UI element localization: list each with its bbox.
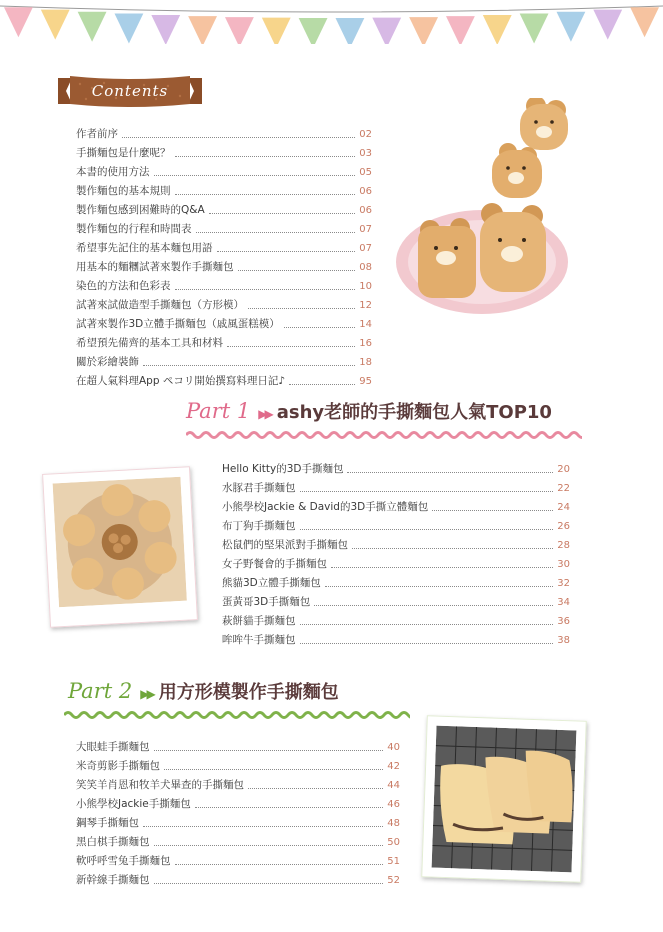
dot-leader bbox=[300, 529, 554, 530]
contents-title: Contents bbox=[91, 82, 169, 100]
toc-entry bbox=[76, 274, 372, 293]
toc-entry-title: 米奇剪影手撕麵包 bbox=[76, 760, 160, 772]
dot-leader bbox=[143, 365, 355, 366]
toc-entry-page: 16 bbox=[359, 338, 372, 349]
part1-photo-frame bbox=[42, 466, 198, 628]
toc-entry bbox=[76, 754, 400, 773]
green-wave-divider bbox=[64, 710, 410, 720]
dot-leader bbox=[300, 491, 554, 492]
part2-label: Part 2 bbox=[68, 679, 133, 703]
pennant-flag bbox=[41, 10, 70, 40]
toc-entry-page: 18 bbox=[359, 357, 372, 368]
toc-entry-page: 24 bbox=[557, 502, 570, 513]
dot-leader bbox=[175, 864, 384, 865]
pennant-flag bbox=[262, 18, 291, 44]
toc-entry-title: 小熊學校Jackie手撕麵包 bbox=[76, 798, 191, 810]
toc-entry-title: 女子野餐會的手撕麵包 bbox=[222, 558, 327, 570]
toc-entry bbox=[222, 476, 570, 495]
part2-photo-frame bbox=[421, 715, 587, 882]
double-arrow-icon: ▶▶ bbox=[140, 687, 153, 701]
dot-leader bbox=[300, 643, 554, 644]
toc-entry-page: 12 bbox=[359, 300, 372, 311]
dot-leader bbox=[331, 567, 553, 568]
toc-entry bbox=[76, 830, 400, 849]
dot-leader bbox=[325, 586, 554, 587]
toc-entry-page: 06 bbox=[359, 205, 372, 216]
toc-entry-page: 42 bbox=[387, 761, 400, 772]
toc-entry bbox=[76, 811, 400, 830]
dot-leader bbox=[175, 289, 356, 290]
dot-leader bbox=[122, 137, 355, 138]
pink-wave-divider bbox=[186, 430, 582, 440]
pennant-flag bbox=[225, 17, 254, 44]
toc-entry bbox=[222, 609, 570, 628]
toc-entry bbox=[222, 571, 570, 590]
toc-entry bbox=[76, 350, 372, 369]
dot-leader bbox=[432, 510, 553, 511]
pennant-flag bbox=[151, 15, 180, 44]
pennant-flag bbox=[409, 17, 438, 44]
toc-entry-page: 08 bbox=[359, 262, 372, 273]
toc-entry-page: 30 bbox=[557, 559, 570, 570]
contents-banner bbox=[58, 74, 202, 108]
dot-leader bbox=[347, 472, 553, 473]
dot-leader bbox=[352, 548, 553, 549]
toc-entry bbox=[76, 735, 400, 754]
toc-entry bbox=[76, 179, 372, 198]
toc-entry-title: 作者前序 bbox=[76, 128, 118, 140]
toc-entry bbox=[76, 255, 372, 274]
toc-entry-title: 製作麵包的行程和時間表 bbox=[76, 223, 192, 235]
toc-entry bbox=[222, 590, 570, 609]
toc-entry-title: 在超人氣料理App ペコリ開始撰寫料理日記♪ bbox=[76, 375, 286, 387]
dot-leader bbox=[175, 194, 356, 195]
toc-entry-title: 軟呼呼雪兔手撕麵包 bbox=[76, 855, 171, 867]
dot-leader bbox=[154, 883, 384, 884]
toc-entry-page: 20 bbox=[557, 464, 570, 475]
toc-part2 bbox=[76, 735, 400, 887]
pennant-bunting bbox=[0, 0, 663, 44]
toc-entry bbox=[222, 495, 570, 514]
toc-entry-page: 06 bbox=[359, 186, 372, 197]
toc-entry-title: 新幹線手撕麵包 bbox=[76, 874, 150, 886]
toc-entry-title: 希望事先記住的基本麵包用語 bbox=[76, 242, 213, 254]
dot-leader bbox=[143, 826, 383, 827]
toc-entry-title: 染色的方法和色彩表 bbox=[76, 280, 171, 292]
toc-entry-title: 布丁狗手撕麵包 bbox=[222, 520, 296, 532]
part2-heading bbox=[68, 678, 339, 704]
toc-entry-page: 02 bbox=[359, 129, 372, 140]
dot-leader bbox=[300, 624, 554, 625]
toc-entry-page: 03 bbox=[359, 148, 372, 159]
pennant-flag bbox=[446, 16, 475, 44]
toc-entry bbox=[76, 849, 400, 868]
toc-entry-title: 用基本的麵糰試著來製作手撕麵包 bbox=[76, 261, 234, 273]
toc-entry-page: 07 bbox=[359, 224, 372, 235]
toc-entry-page: 36 bbox=[557, 616, 570, 627]
toc-entry bbox=[76, 312, 372, 331]
toc-entry bbox=[76, 160, 372, 179]
toc-entry-page: 50 bbox=[387, 837, 400, 848]
dot-leader bbox=[175, 156, 356, 157]
toc-entry bbox=[76, 236, 372, 255]
toc-entry-page: 32 bbox=[557, 578, 570, 589]
dot-leader bbox=[284, 327, 356, 328]
toc-entry-title: 製作麵包的基本規則 bbox=[76, 185, 171, 197]
toc-entry-title: 鋼琴手撕麵包 bbox=[76, 817, 139, 829]
part2-title: 用方形模製作手撕麵包 bbox=[158, 682, 339, 703]
toc-entry-page: 05 bbox=[359, 167, 372, 178]
pennant-flag bbox=[115, 14, 144, 44]
dot-leader bbox=[289, 384, 355, 385]
pennant-flag bbox=[593, 10, 622, 40]
pennant-flag bbox=[557, 12, 586, 42]
toc-entry bbox=[76, 217, 372, 236]
toc-entry bbox=[76, 331, 372, 350]
toc-entry-title: 試著來試做造型手撕麵包（方形模） bbox=[76, 299, 244, 311]
dot-leader bbox=[238, 270, 356, 271]
dot-leader bbox=[164, 769, 383, 770]
pennant-flag bbox=[483, 15, 512, 44]
part1-title: ashy老師的手撕麵包人氣TOP10 bbox=[276, 402, 552, 423]
toc-entry-page: 34 bbox=[557, 597, 570, 608]
toc-entry-page: 28 bbox=[557, 540, 570, 551]
toc-entry-page: 51 bbox=[387, 856, 400, 867]
toc-entry-title: 關於彩繪裝飾 bbox=[76, 356, 139, 368]
toc-entry-title: 松鼠們的堅果派對手撕麵包 bbox=[222, 539, 348, 551]
pennant-flag bbox=[188, 16, 217, 44]
pennant-flag bbox=[78, 12, 107, 42]
dot-leader bbox=[227, 346, 355, 347]
toc-entry bbox=[76, 141, 372, 160]
toc-entry-page: 10 bbox=[359, 281, 372, 292]
toc-entry-title: 大眼蛙手撕麵包 bbox=[76, 741, 150, 753]
toc-entry-title: 本書的使用方法 bbox=[76, 166, 150, 178]
toc-entry-page: 26 bbox=[557, 521, 570, 532]
toc-front-matter bbox=[76, 122, 372, 388]
toc-entry-page: 46 bbox=[387, 799, 400, 810]
toc-entry bbox=[76, 773, 400, 792]
toc-entry-page: 07 bbox=[359, 243, 372, 254]
toc-entry-title: 手撕麵包是什麼呢？ bbox=[76, 147, 171, 159]
toc-entry-page: 52 bbox=[387, 875, 400, 886]
pennant-flag bbox=[336, 18, 365, 44]
toc-entry bbox=[76, 792, 400, 811]
toc-entry bbox=[222, 552, 570, 571]
bear-bread-photo bbox=[396, 98, 568, 320]
toc-entry-title: 試著來製作3D立體手撕麵包（戚風蛋糕模） bbox=[76, 318, 280, 330]
toc-entry bbox=[76, 122, 372, 141]
toc-entry bbox=[222, 457, 570, 476]
toc-entry-page: 40 bbox=[387, 742, 400, 753]
toc-entry bbox=[222, 514, 570, 533]
toc-part1 bbox=[222, 457, 570, 647]
dot-leader bbox=[217, 251, 356, 252]
part1-label: Part 1 bbox=[186, 399, 251, 423]
toc-entry-title: 希望預先備齊的基本工具和材料 bbox=[76, 337, 223, 349]
toc-entry-title: 小熊學校Jackie & David的3D手撕立體麵包 bbox=[222, 501, 429, 513]
pennant-flag bbox=[4, 7, 33, 37]
toc-entry-title: 製作麵包感到困難時的Q&A bbox=[76, 204, 205, 216]
pennant-flag bbox=[630, 7, 659, 37]
pennant-flag bbox=[299, 18, 328, 44]
toc-entry bbox=[76, 293, 372, 312]
toc-entry-title: 蛋黃哥3D手撕麵包 bbox=[222, 596, 311, 608]
toc-entry bbox=[222, 628, 570, 647]
dot-leader bbox=[248, 308, 355, 309]
dot-leader bbox=[209, 213, 356, 214]
toc-entry-title: 黑白棋手撕麵包 bbox=[76, 836, 150, 848]
dot-leader bbox=[154, 175, 356, 176]
toc-entry-title: 哞哞牛手撕麵包 bbox=[222, 634, 296, 646]
toc-entry-page: 38 bbox=[557, 635, 570, 646]
toc-entry bbox=[222, 533, 570, 552]
pennant-flag bbox=[520, 14, 549, 44]
toc-entry bbox=[76, 369, 372, 388]
toc-entry-title: 水豚君手撕麵包 bbox=[222, 482, 296, 494]
toc-entry-page: 44 bbox=[387, 780, 400, 791]
toc-entry-page: 95 bbox=[359, 376, 372, 387]
toc-entry-title: 熊貓3D立體手撕麵包 bbox=[222, 577, 321, 589]
dot-leader bbox=[196, 232, 356, 233]
double-arrow-icon: ▶▶ bbox=[258, 407, 271, 421]
toc-entry-page: 22 bbox=[557, 483, 570, 494]
toc-entry-page: 14 bbox=[359, 319, 372, 330]
toc-entry-page: 48 bbox=[387, 818, 400, 829]
toc-entry bbox=[76, 198, 372, 217]
pennant-flag bbox=[372, 18, 401, 44]
dot-leader bbox=[314, 605, 553, 606]
wreath-bread-photo bbox=[53, 477, 187, 608]
toc-entry-title: 笑笑羊肖恩和牧羊犬畢查的手撕麵包 bbox=[76, 779, 244, 791]
dot-leader bbox=[154, 750, 384, 751]
toc-entry-title: 萩餅貓手撕麵包 bbox=[222, 615, 296, 627]
toc-entry-title: Hello Kitty的3D手撕麵包 bbox=[222, 463, 344, 475]
toc-entry bbox=[76, 868, 400, 887]
shinkansen-bread-photo bbox=[432, 726, 577, 873]
dot-leader bbox=[154, 845, 384, 846]
dot-leader bbox=[248, 788, 383, 789]
dot-leader bbox=[195, 807, 384, 808]
part1-heading bbox=[186, 398, 552, 424]
